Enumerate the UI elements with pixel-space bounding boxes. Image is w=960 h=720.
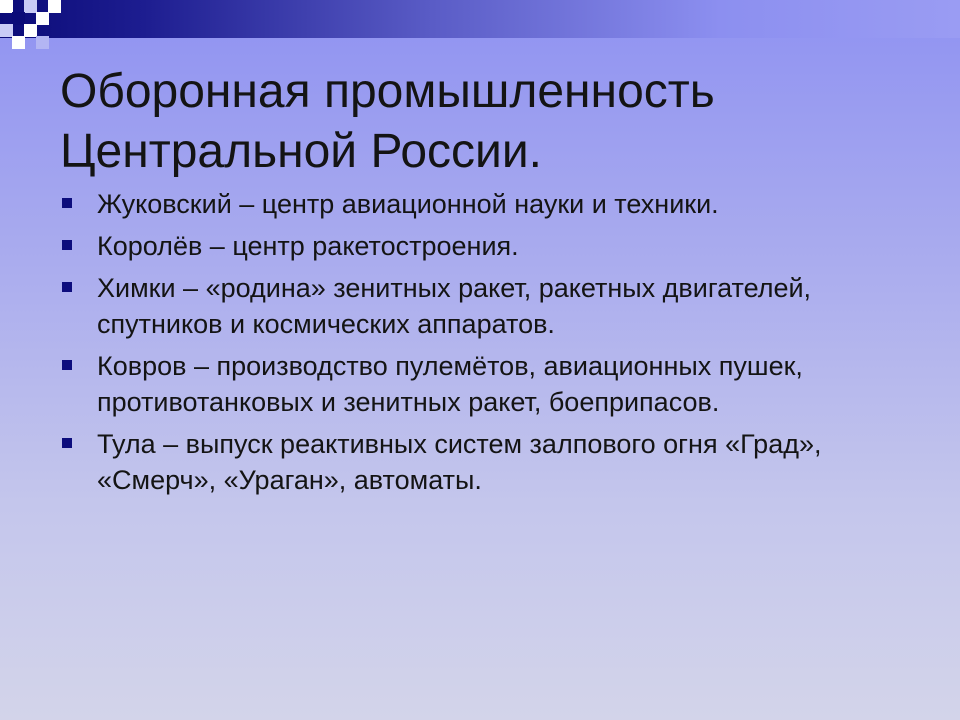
bullet-text: Королёв – центр ракетостроения.	[97, 231, 519, 261]
square-bullet-icon	[62, 282, 72, 292]
square-bullet-icon	[62, 438, 72, 448]
bullet-text: Ковров – производство пулемётов, авиационных пушек, противотанковых и зенитных ракет, боеприпасов.	[97, 351, 803, 417]
bullet-item-zhukovsky	[60, 186, 860, 222]
slide-title	[60, 62, 880, 182]
slide-title-line-2: Центральной России.	[60, 125, 543, 178]
square-bullet-icon	[62, 240, 72, 250]
bullet-text: Тула – выпуск реактивных систем залпового огня «Град», «Смерч», «Ураган», автоматы.	[97, 429, 822, 495]
bullet-item-kovrov	[60, 348, 860, 420]
bullet-text: Жуковский – центр авиационной науки и техники.	[97, 189, 719, 219]
square-bullet-icon	[62, 360, 72, 370]
bullet-item-korolev	[60, 228, 860, 264]
slide-title-line-1: Оборонная промышленность	[60, 65, 715, 118]
bullet-item-khimki	[60, 270, 860, 342]
bullet-text: Химки – «родина» зенитных ракет, ракетных двигателей, спутников и космических аппаратов.	[97, 273, 812, 339]
corner-squares-decoration	[0, 0, 90, 60]
bullet-item-tula	[60, 426, 860, 498]
square-bullet-icon	[62, 198, 72, 208]
header-band	[0, 0, 960, 38]
bullet-list	[60, 186, 860, 504]
